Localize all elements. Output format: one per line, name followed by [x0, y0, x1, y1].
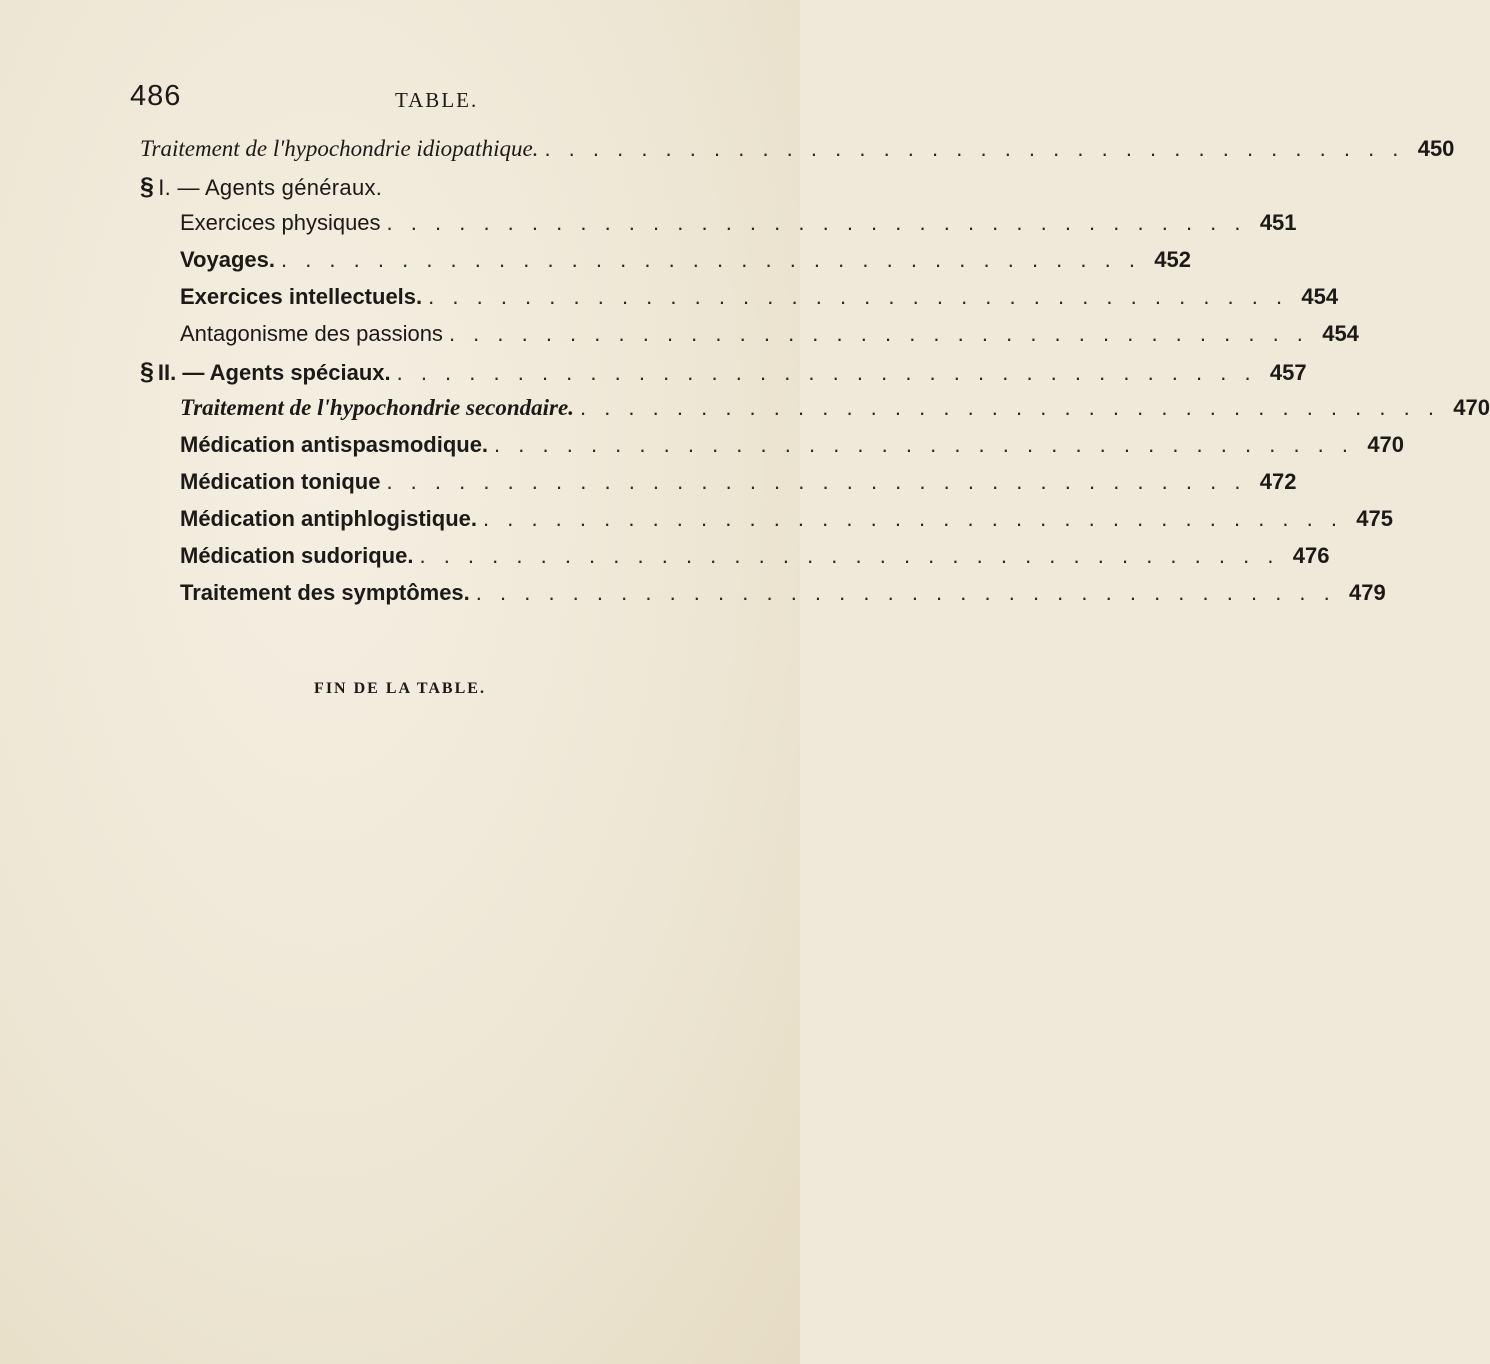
toc-page-number: 454 — [1301, 284, 1339, 309]
end-of-table-text: FIN DE LA TABLE. — [314, 680, 486, 697]
toc-entry-title: Médication tonique — [180, 469, 381, 494]
section-mark: § — [140, 358, 154, 386]
toc-entry — [140, 506, 1393, 543]
toc-page-number: 457 — [1269, 360, 1307, 385]
toc-page-number: 476 — [1292, 543, 1330, 568]
dot-leader: . . . . . . . . . . . . . . . . . . . . . . . . . . . . . . . . . . . . — [448, 321, 1309, 346]
toc-entry — [140, 321, 1359, 358]
toc-entry — [140, 395, 1490, 432]
toc-entry — [140, 469, 1297, 506]
toc-entry — [140, 136, 1455, 173]
toc-entry-label — [140, 358, 391, 387]
toc-entry-title: Médication sudorique. — [180, 543, 414, 568]
toc-entry-label — [180, 469, 380, 495]
dot-leader: . . . . . . . . . . . . . . . . . . . . . . . . . . . . . . . . . . . . — [386, 469, 1247, 494]
toc-entry-label — [140, 136, 538, 162]
toc-page-number: 479 — [1349, 580, 1386, 605]
page-header — [130, 80, 730, 120]
toc-entry-label — [140, 173, 382, 202]
section-mark: § — [140, 173, 155, 201]
dot-leader: . . . . . . . . . . . . . . . . . . . . . . . . . . . . . . . . . . . . — [579, 395, 1440, 420]
dot-leader: . . . . . . . . . . . . . . . . . . . . . . . . . . . . . . . . . . . . — [386, 210, 1247, 235]
toc-entry-label — [180, 321, 443, 347]
table-of-contents — [140, 136, 1490, 617]
toc-entry — [140, 247, 1191, 284]
toc-entry-label — [180, 210, 381, 236]
toc-entry-label — [180, 580, 470, 606]
toc-entry — [140, 210, 1297, 247]
toc-entry — [140, 284, 1339, 321]
dot-leader: . . . . . . . . . . . . . . . . . . . . . . . . . . . . . . . . . . . . — [396, 360, 1257, 385]
toc-entry-label — [180, 543, 413, 569]
toc-entry — [140, 358, 1307, 395]
toc-entry — [140, 580, 1386, 617]
page-number: 486 — [130, 80, 182, 112]
dot-leader: . . . . . . . . . . . . . . . . . . . . . . . . . . . . . . . . . . . . — [544, 136, 1405, 161]
toc-entry-title: II. — Agents spéciaux. — [157, 360, 391, 385]
toc-entry-label — [180, 247, 275, 273]
toc-page-number: 475 — [1356, 506, 1393, 531]
toc-entry — [140, 543, 1330, 580]
toc-page-number: 472 — [1259, 469, 1297, 494]
toc-page-number: 451 — [1259, 210, 1297, 235]
toc-page-number: 470 — [1367, 432, 1405, 457]
toc-entry-title: I. — Agents généraux. — [158, 175, 383, 200]
dot-leader: . . . . . . . . . . . . . . . . . . . . . . . . . . . . . . . . . . . . — [475, 580, 1336, 605]
toc-page-number: 470 — [1453, 395, 1490, 420]
toc-entry-title: Exercices physiques — [180, 210, 381, 235]
toc-entry-title: Médication antiphlogistique. — [180, 506, 477, 531]
toc-entry-title: Voyages. — [180, 247, 275, 272]
toc-entry-label — [180, 432, 488, 458]
dot-leader: . . . . . . . . . . . . . . . . . . . . . . . . . . . . . . . . . . . . — [428, 284, 1289, 309]
running-head: TABLE. — [395, 88, 479, 112]
toc-entry — [140, 173, 740, 210]
toc-entry-title: Traitement de l'hypochondrie idiopathique. — [140, 136, 539, 161]
dot-leader: . . . . . . . . . . . . . . . . . . . . . . . . . . . . . . . . . . . . — [494, 432, 1355, 457]
toc-entry-title: Exercices intellectuels. — [180, 284, 423, 309]
toc-page-number: 454 — [1322, 321, 1359, 346]
dot-leader: . . . . . . . . . . . . . . . . . . . . . . . . . . . . . . . . . . . . — [280, 247, 1141, 272]
dot-leader: . . . . . . . . . . . . . . . . . . . . . . . . . . . . . . . . . . . . — [483, 506, 1343, 531]
toc-entry — [140, 432, 1405, 469]
dot-leader: . . . . . . . . . . . . . . . . . . . . . . . . . . . . . . . . . . . . — [419, 543, 1280, 568]
toc-entry-title: Antagonisme des passions — [180, 321, 443, 346]
toc-entry-label — [180, 506, 477, 532]
toc-page-number: 452 — [1154, 247, 1191, 272]
toc-entry-title: Médication antispasmodique. — [180, 432, 489, 457]
toc-entry-label — [180, 395, 574, 421]
toc-page-number: 450 — [1417, 136, 1455, 161]
toc-entry-title: Traitement des symptômes. — [180, 580, 470, 605]
toc-entry-label — [180, 284, 422, 310]
toc-entry-title: Traitement de l'hypochondrie secondaire. — [180, 395, 574, 420]
